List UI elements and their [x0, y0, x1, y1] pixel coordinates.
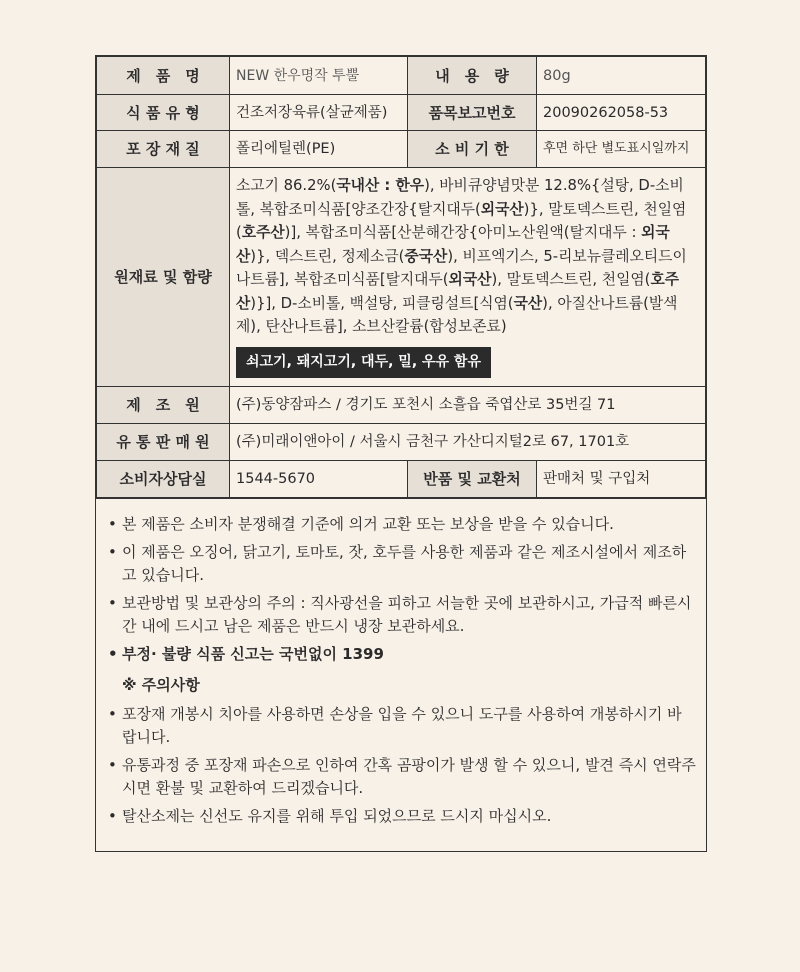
- origin-highlight: 외국산: [448, 271, 492, 288]
- row-distributor: [97, 424, 706, 461]
- note-text: 본 제품은 소비자 분쟁해결 기준에 의거 교환 또는 보상을 받을 수 있습니다.: [122, 515, 614, 533]
- bullet-icon: •: [108, 705, 117, 723]
- origin-highlight: 국내산 : 한우: [336, 177, 425, 194]
- ingredients-text: [236, 174, 699, 339]
- origin-highlight: 중국산: [404, 247, 448, 265]
- label-content-amount: 내 용 량: [408, 57, 537, 95]
- ingredient-text: )], 복합조미식품[산분해간장{아미노산원액(탈지대두 :: [284, 224, 642, 241]
- note-text: 탈산소제는 신선도 유지를 위해 투입 되었으므로 드시지 마십시오.: [122, 807, 552, 825]
- row-consumer-center: [97, 461, 706, 498]
- product-info-label: [95, 55, 707, 852]
- label-manufacturer: 제 조 원: [97, 387, 230, 424]
- label-return-exchange: 반품 및 교환처: [408, 461, 537, 498]
- note-text: 이 제품은 오징어, 닭고기, 토마토, 잣, 호두를 사용한 제품과 같은 제조시설에서 제조하고 있습니다.: [122, 543, 687, 584]
- value-consumer-center: 1544-5670: [230, 461, 408, 498]
- label-expiry: 소 비 기 한: [408, 131, 537, 168]
- note-text: 포장재 개봉시 치아를 사용하면 손상을 입을 수 있으니 도구를 사용하여 개봉하시기 바랍니다.: [122, 705, 682, 746]
- note-text: 부정· 불량 식품 신고는 국번없이 1399: [122, 645, 384, 663]
- label-consumer-center: 소비자상담실: [97, 461, 230, 498]
- value-product-name: NEW 한우명작 투뿔: [230, 57, 408, 95]
- origin-highlight: 호주산: [236, 271, 680, 312]
- note-item: [108, 754, 696, 800]
- ingredient-text: )}], D-소비톨, 백설탕, 피클링설트[식염(: [250, 294, 514, 312]
- row-manufacturer: [97, 387, 706, 424]
- value-manufacturer: (주)동양잠파스 / 경기도 포천시 소흘읍 죽엽산로 35번길 71: [230, 387, 706, 424]
- value-content-amount: 80g: [537, 57, 706, 95]
- note-item: [108, 513, 696, 536]
- label-product-name: 제 품 명: [97, 57, 230, 95]
- bullet-icon: •: [108, 645, 118, 663]
- ingredient-text: )}, 덱스트린, 정제소금(: [250, 247, 405, 265]
- note-item: [108, 541, 696, 587]
- row-packaging: [97, 131, 706, 168]
- caution-heading: ※ 주의사항: [122, 676, 200, 694]
- bullet-icon: •: [108, 756, 117, 774]
- product-info-table: [96, 56, 706, 498]
- note-item: [108, 592, 696, 638]
- label-report-number: 품목보고번호: [408, 95, 537, 131]
- note-item: [108, 805, 696, 828]
- value-packaging: 폴리에틸렌(PE): [230, 131, 408, 168]
- bullet-icon: •: [108, 807, 117, 825]
- origin-highlight: 호주산: [241, 224, 285, 241]
- note-text: 유통과정 중 포장재 파손으로 인하여 간혹 곰팡이가 발생 할 수 있으니, 발견 즉시 연락주시면 환불 및 교환하여 드리겠습니다.: [122, 756, 696, 797]
- ingredient-text: ), 말토덱스트린, 천일염(: [491, 271, 651, 288]
- ingredient-text: )}, 말토덱스트린, 천일염(: [236, 200, 687, 241]
- note-item: [108, 703, 696, 749]
- ingredient-text: 소고기 86.2%(: [236, 177, 337, 194]
- origin-highlight: 국산: [513, 294, 543, 312]
- bullet-icon: •: [108, 594, 117, 612]
- bullet-icon: •: [108, 543, 117, 561]
- label-food-type: 식 품 유 형: [97, 95, 230, 131]
- origin-highlight: 외국산: [236, 224, 670, 265]
- note-report-hotline: [108, 643, 696, 666]
- value-ingredients: [230, 168, 706, 387]
- label-distributor: 유 통 판 매 원: [97, 424, 230, 461]
- row-food-type: [97, 95, 706, 131]
- value-expiry: 후면 하단 별도표시일까지: [537, 131, 706, 168]
- note-text: 보관방법 및 보관상의 주의 : 직사광선을 피하고 서늘한 곳에 보관하시고, 가급적 빠른시간 내에 드시고 남은 제품은 반드시 냉장 보관하세요.: [122, 594, 692, 635]
- label-ingredients: 원재료 및 함량: [97, 168, 230, 387]
- row-product-name: [97, 57, 706, 95]
- label-packaging: 포 장 재 질: [97, 131, 230, 168]
- value-report-number: 20090262058-53: [537, 95, 706, 131]
- origin-highlight: 외국산: [480, 200, 524, 218]
- allergy-badge: 쇠고기, 돼지고기, 대두, 밀, 우유 함유: [236, 347, 491, 379]
- bullet-icon: •: [108, 515, 117, 533]
- value-distributor: (주)미래이앤아이 / 서울시 금천구 가산디지털2로 67, 1701호: [230, 424, 706, 461]
- value-food-type: 건조저장육류(살균제품): [230, 95, 408, 131]
- row-ingredients: [97, 168, 706, 387]
- ingredient-text: ), 바비큐양념맛분 12.8%{설탕, D-소비톨, 복합조미식품[양조간장{탈지대두(: [236, 177, 684, 218]
- ingredient-text: ), 비프엑기스, 5-리보뉴클레오티드이나트륨], 복합조미식품[탈지대두(: [236, 247, 687, 288]
- value-return-exchange: 판매처 및 구입처: [537, 461, 706, 498]
- ingredient-text: ), 아질산나트륨(발색제), 탄산나트륨], 소브산칼륨(합성보존료): [236, 294, 678, 335]
- notes-section: [96, 498, 706, 851]
